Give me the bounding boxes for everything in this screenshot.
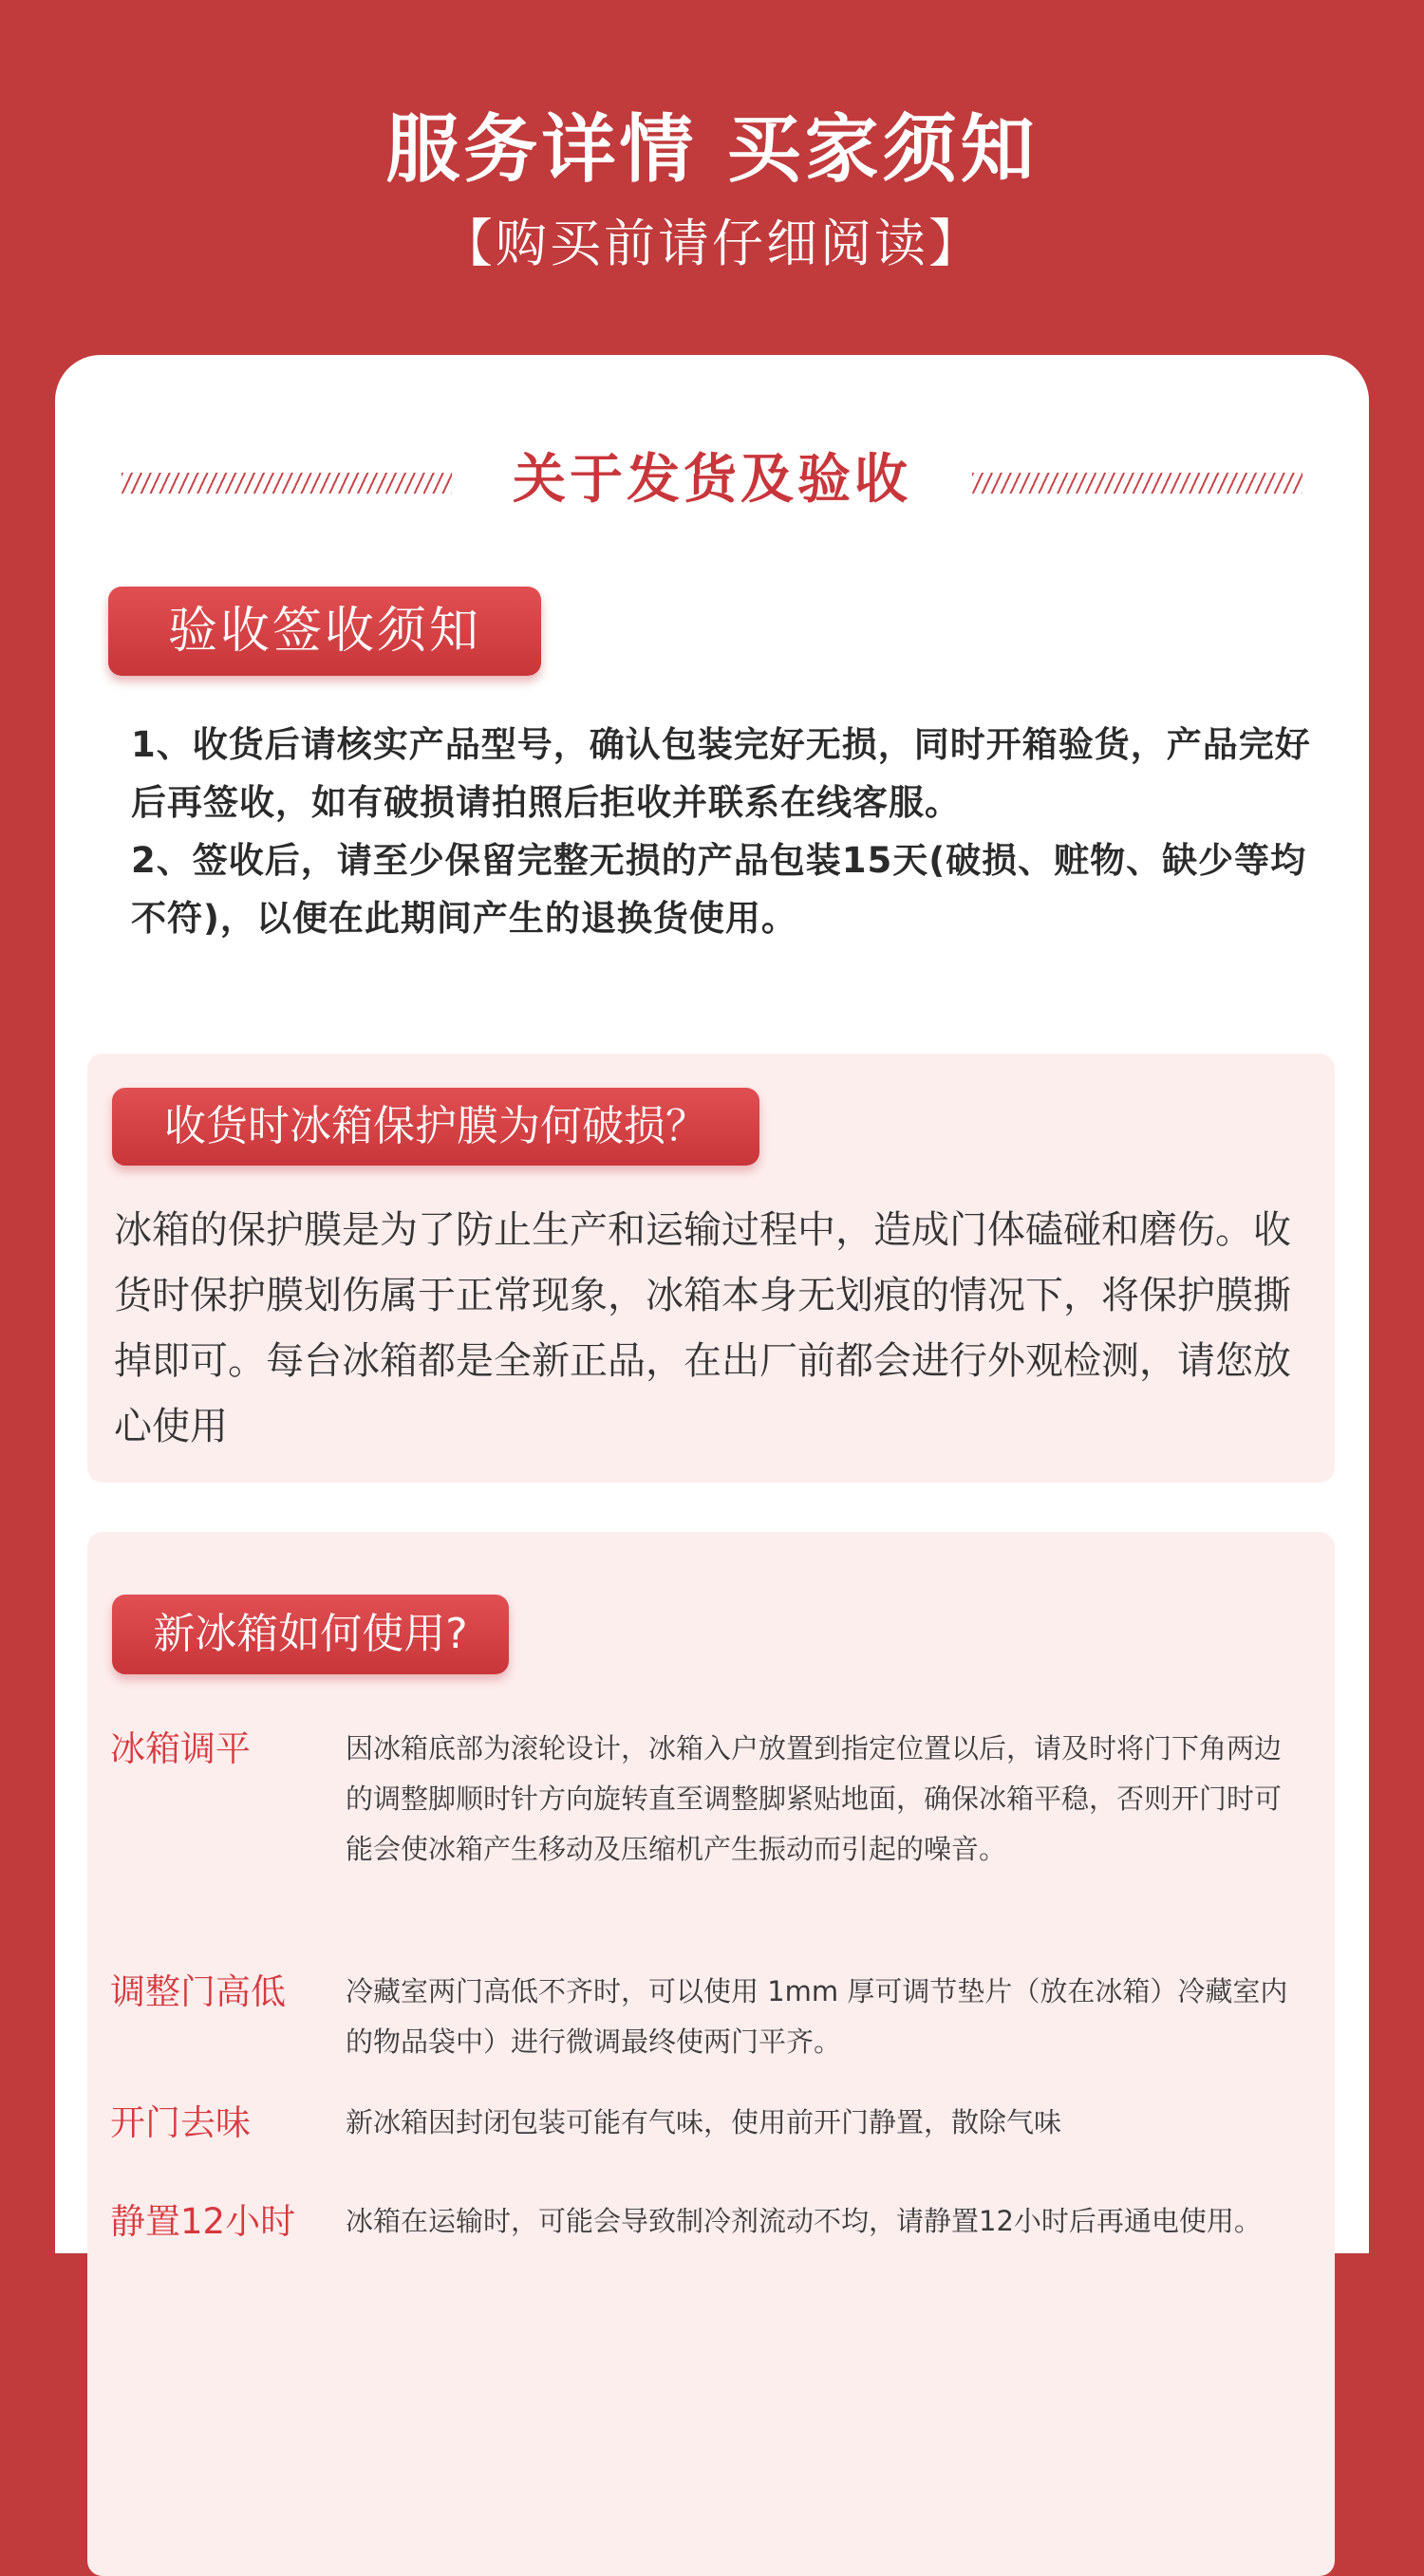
decorative-hatch-left (122, 473, 452, 494)
usage-row-label: 冰箱调平 (110, 1728, 251, 1769)
page-title: 服务详情 买家须知 (385, 107, 1039, 193)
usage-panel (87, 1532, 1335, 2576)
film-tag: 收货时冰箱保护膜为何破损？ (112, 1088, 759, 1166)
acceptance-item-2: 2、签收后，请至少保留完整无损的产品包装15天(破损、赃物、缺少等均不符)，以便在此期间产生的退换货使用。 (131, 840, 1307, 939)
usage-row-label: 开门去味 (110, 2102, 251, 2143)
film-panel (87, 1054, 1335, 1483)
usage-row-label: 调整门高低 (110, 1971, 286, 2012)
film-text: 冰箱的保护膜是为了防止生产和运输过程中，造成门体磕碰和磨伤。收货时保护膜划伤属于正常现象，冰箱本身无划痕的情况下，将保护膜撕掉即可。每台冰箱都是全新正品，在出厂前都会进行外观检测，请您放心使用 (114, 1208, 1291, 1448)
section-title: 关于发货及验收 (513, 449, 911, 511)
acceptance-item-1: 1、收货后请核实产品型号，确认包装完好无损，同时开箱验货，产品完好后再签收，如有破损请拍照后拒收并联系在线客服。 (131, 724, 1311, 823)
usage-row-label: 静置12小时 (110, 2201, 296, 2242)
usage-row-text: 因冰箱底部为滚轮设计，冰箱入户放置到指定位置以后，请及时将门下角两边的调整脚顺时针方向旋转直至调整脚紧贴地面，确保冰箱平稳，否则开门时可能会使冰箱产生移动及压缩机产生振动而引起的噪音。 (346, 1732, 1283, 1865)
usage-row-text: 新冰箱因封闭包装可能有气味，使用前开门静置，散除气味 (346, 2106, 1062, 2138)
usage-row-text: 冰箱在运输时，可能会导致制冷剂流动不均，请静置12小时后再通电使用。 (346, 2205, 1262, 2237)
page-header (0, 0, 1424, 351)
acceptance-notes (131, 716, 1327, 947)
acceptance-tag: 验收签收须知 (108, 587, 541, 676)
usage-tag: 新冰箱如何使用? (112, 1595, 509, 1674)
usage-row-text: 冷藏室两门高低不齐时，可以使用 1mm 厚可调节垫片（放在冰箱）冷藏室内的物品袋中）进行微调最终使两门平齐。 (346, 1975, 1288, 2058)
decorative-hatch-right (972, 473, 1302, 494)
page-subtitle: 【购买前请仔细阅读】 (441, 214, 983, 273)
content-card (55, 355, 1369, 2253)
